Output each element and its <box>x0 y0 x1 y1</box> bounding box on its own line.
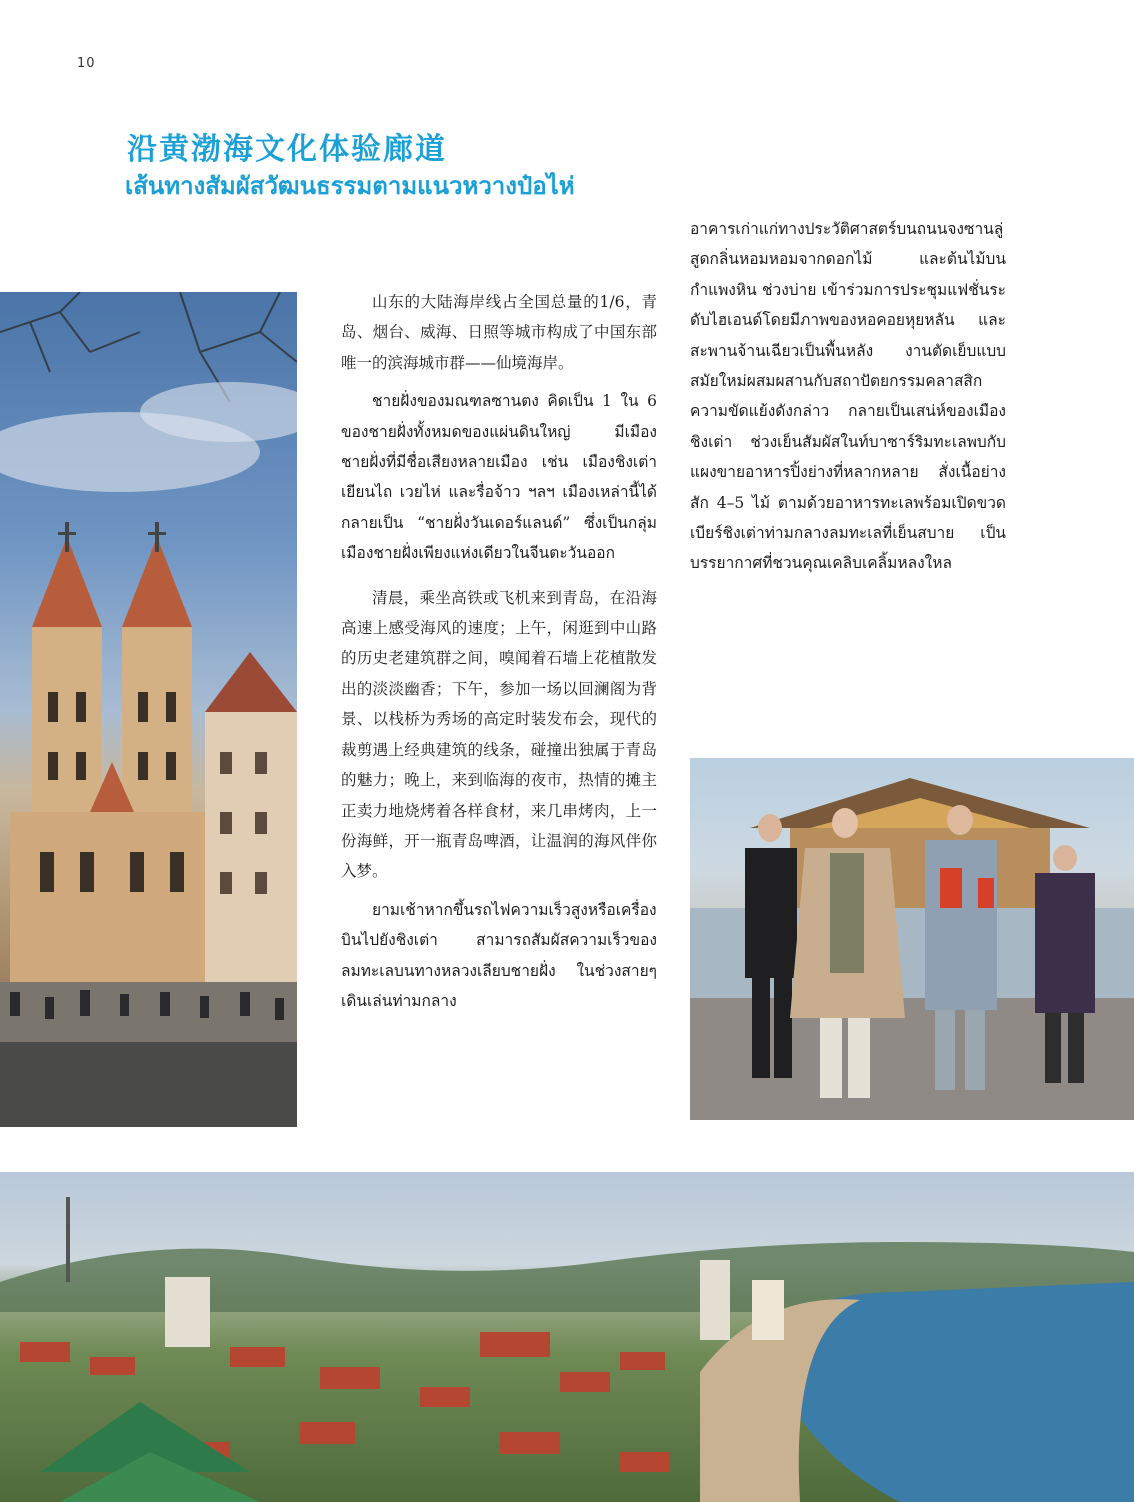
page-number: 10 <box>77 56 96 71</box>
paragraph: ชายฝั่งของมณฑลซานตง คิดเป็น 1 ใน 6 ของชายฝั่งทั้งหมดของแผ่นดินใหญ่ มีเมืองชายฝั่งที่มีชื่อเสียงหลายเมือง เช่น เมืองชิงเต่า เยียนไถ เวยไห่ และรื่อจ้าว ฯลฯ เมืองเหล่านี้ได้กลายเป็น “ชายฝั่งวันเดอร์แลนด์” ซึ่งเป็นกลุ่มเมืองชายฝั่งเพียงแห่งเดียวในจีนตะวันออก <box>341 392 657 563</box>
coastline-panorama-photo <box>0 1172 1134 1502</box>
paragraph: อาคารเก่าแก่ทางประวัติศาสตร์บนถนนจงซานลู่ สูดกลิ่นหอมหอมจากดอกไม้ และต้นไม้บนกำแพงหิน ช่วงบ่าย เข้าร่วมการประชุมแฟชั่นระดับไฮเอนด์โดยมีภาพของหอคอยหุยหลัน และสะพานจ้านเฉียวเป็นพื้นหลัง งานตัดเย็บแบบสมัยใหม่ผสมผสานกับสถาปัตยกรรมคลาสสิก ความขัดแย้งดังกล่าว กลายเป็นเสน่ห์ของเมืองชิงเต่า ช่วงเย็นสัมผัสในท์บาซาร์ริมทะเลพบกับแผงขายอาหารปิ้งย่างที่หลากหลาย สั่งเนื้อย่างสัก 4–5 ไม้ ตามด้วยอาหารทะเลพร้อมเปิดขวดเบียร์ชิงเต่าท่ามกลางลมทะเลที่เย็นสบาย เป็นบรรยากาศที่ชวนคุณเคลิบเคลิ้มหลงใหล <box>690 220 1006 573</box>
article-column-middle <box>341 287 657 1024</box>
church-photo <box>0 292 297 1127</box>
title-thai: เส้นทางสัมผัสวัฒนธรรมตามแนวหวางป๋อไห่ <box>125 172 575 200</box>
title-chinese: 沿黄渤海文化体验廊道 <box>127 132 447 167</box>
paragraph: ยามเช้าหากขึ้นรถไฟความเร็วสูงหรือเครื่องบินไปยังชิงเต่า สามารถสัมผัสความเร็วของลมทะเลบนทางหลวงเลียบชายฝั่ง ในช่วงสายๆ เดินเล่นท่ามกลาง <box>341 900 657 1010</box>
fashion-show-photo <box>690 758 1134 1120</box>
paragraph: 山东的大陆海岸线占全国总量的1/6，青岛、烟台、威海、日照等城市构成了中国东部唯一的滨海城市群——仙境海岸。 <box>341 293 657 372</box>
paragraph: 清晨，乘坐高铁或飞机来到青岛，在沿海高速上感受海风的速度；上午，闲逛到中山路的历史老建筑群之间，嗅闻着石墙上花植散发出的淡淡幽香；下午，参加一场以回澜阁为背景、以栈桥为秀场的高定时装发布会，现代的裁剪遇上经典建筑的线条，碰撞出独属于青岛的魅力；晚上，来到临海的夜市，热情的摊主正卖力地烧烤着各样食材，来几串烤肉，上一份海鲜，开一瓶青岛啤酒，让温润的海风伴你入梦。 <box>341 588 657 881</box>
article-column-right <box>690 214 1006 587</box>
